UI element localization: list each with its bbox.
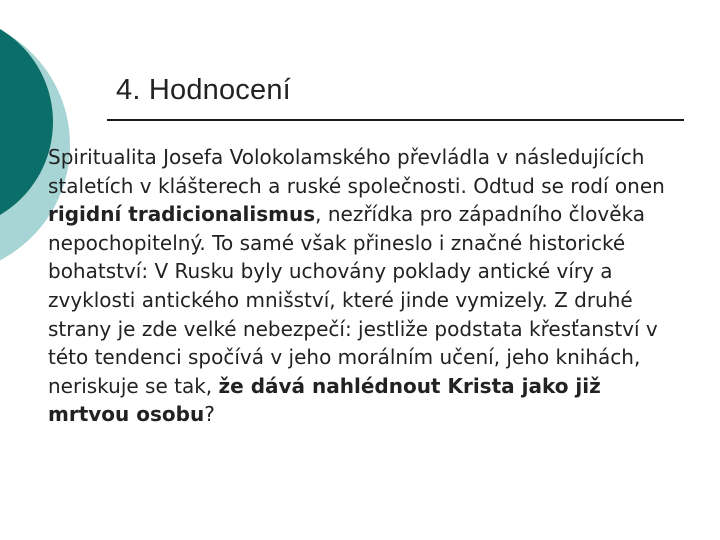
slide-body: [48, 143, 668, 429]
slide-title: 4. Hodnocení: [116, 74, 291, 106]
body-bold-phrase-2: že dává nahlédnout Krista jako již mrtvou osobu: [48, 373, 601, 427]
body-bold-phrase-1: rigidní tradicionalismus: [48, 202, 316, 227]
body-text-part-1: Spiritualita Josefa Volokolamského převládla v následujících staletích v klášterech a ruské společnosti. Odtud se rodí onen: [48, 145, 665, 198]
body-text-part-2: , nezřídka pro západního člověka nepochopitelný. To samé však přineslo i značné historické bohatství: V Rusku byly uchovány poklady antické víry a zvyklosti antického mnišství, které jinde vymizely. Z druhé strany je zde velké nebezpečí: jestliže podstata křesťanství v této tendenci spočívá v jeho morálním učení, jeho knihách, neriskuje se tak,: [48, 202, 658, 398]
title-underline: [107, 119, 684, 121]
body-text-part-3: ?: [204, 402, 215, 427]
